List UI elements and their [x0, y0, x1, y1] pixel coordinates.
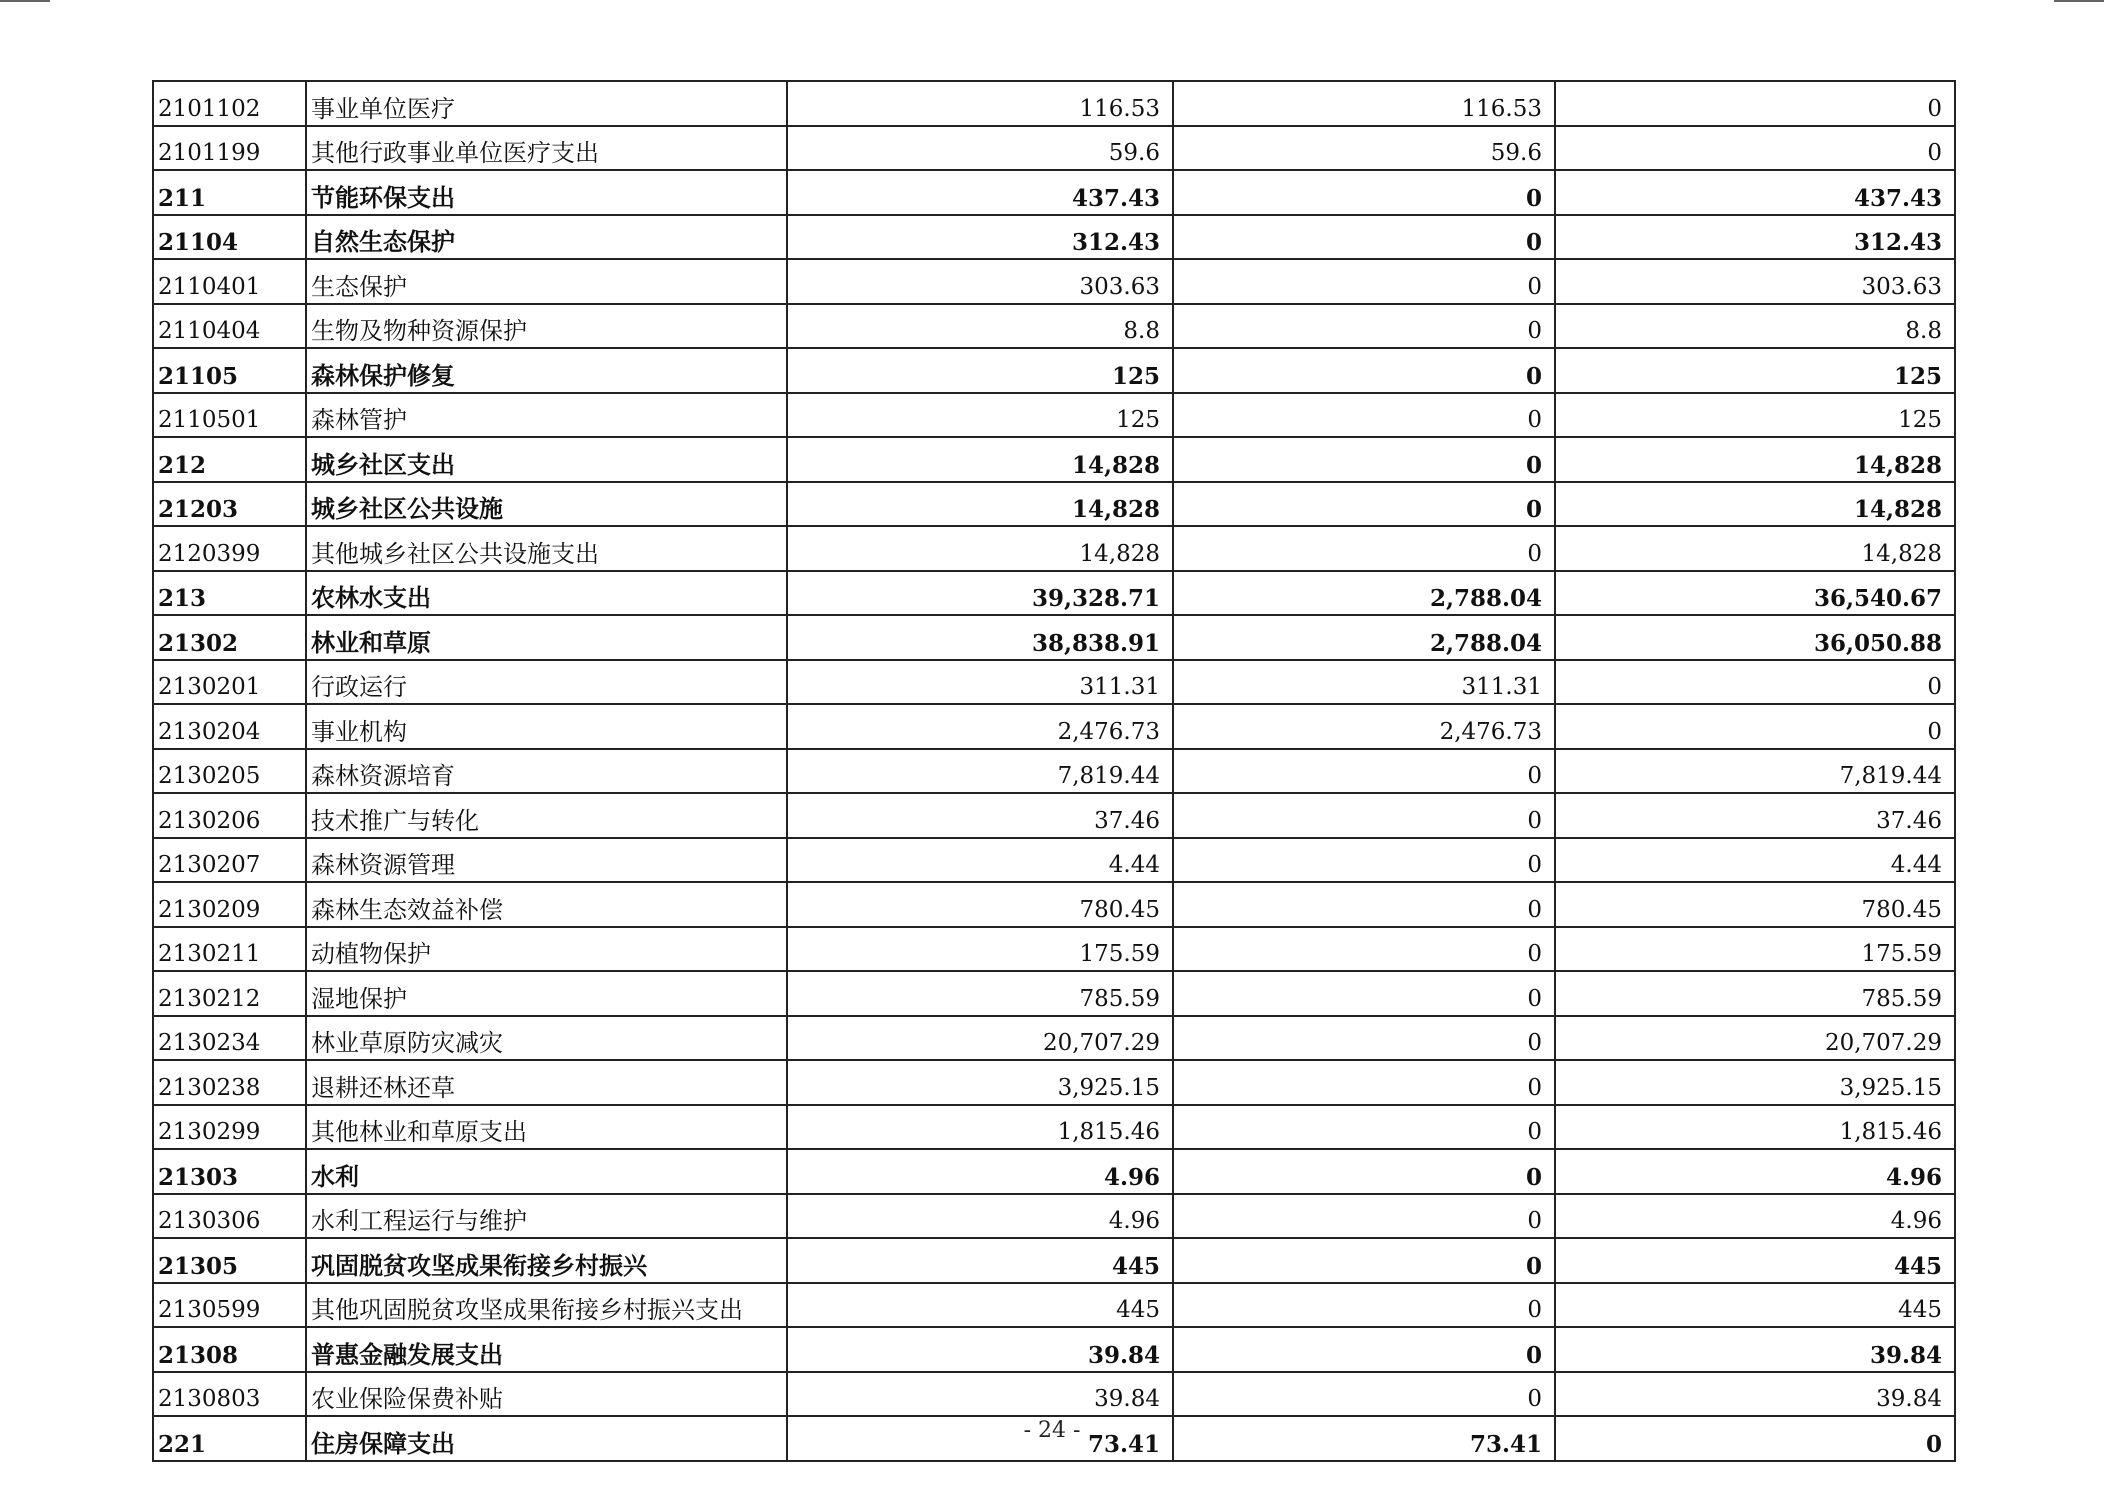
table-row — [153, 1194, 1955, 1239]
table-row — [153, 1372, 1955, 1417]
row-code-cell: 2101102 — [153, 81, 306, 126]
row-total-cell: 312.43 — [787, 215, 1173, 260]
row-basic-expenditure-cell: 0 — [1173, 1372, 1555, 1417]
table-row — [153, 793, 1955, 838]
table-row — [153, 482, 1955, 527]
row-total-cell: 39.84 — [787, 1327, 1173, 1372]
row-total-cell: 3,925.15 — [787, 1060, 1173, 1105]
row-total-cell: 14,828 — [787, 482, 1173, 527]
row-basic-expenditure-cell: 0 — [1173, 1016, 1555, 1061]
row-code-cell: 21203 — [153, 482, 306, 527]
row-project-expenditure-cell: 36,540.67 — [1555, 571, 1955, 616]
row-total-cell: 303.63 — [787, 259, 1173, 304]
row-basic-expenditure-cell: 73.41 — [1173, 1416, 1555, 1461]
row-basic-expenditure-cell: 0 — [1173, 348, 1555, 393]
budget-expenditure-table — [152, 80, 1956, 1462]
row-total-cell: 2,476.73 — [787, 704, 1173, 749]
row-project-expenditure-cell: 3,925.15 — [1555, 1060, 1955, 1105]
row-code-cell: 2110404 — [153, 304, 306, 349]
table-row — [153, 571, 1955, 616]
scan-edge-mark-right — [2054, 0, 2104, 2]
row-code-cell: 2110501 — [153, 393, 306, 438]
row-code-cell: 2110401 — [153, 259, 306, 304]
row-name-cell: 节能环保支出 — [306, 170, 787, 215]
row-project-expenditure-cell: 4.96 — [1555, 1194, 1955, 1239]
row-name-cell: 其他巩固脱贫攻坚成果衔接乡村振兴支出 — [306, 1283, 787, 1328]
row-name-cell: 城乡社区公共设施 — [306, 482, 787, 527]
row-project-expenditure-cell: 7,819.44 — [1555, 749, 1955, 794]
row-basic-expenditure-cell: 0 — [1173, 304, 1555, 349]
row-total-cell: 445 — [787, 1238, 1173, 1283]
row-project-expenditure-cell: 780.45 — [1555, 882, 1955, 927]
row-project-expenditure-cell: 20,707.29 — [1555, 1016, 1955, 1061]
row-total-cell: 125 — [787, 393, 1173, 438]
row-name-cell: 农业保险保费补贴 — [306, 1372, 787, 1417]
row-basic-expenditure-cell: 0 — [1173, 1105, 1555, 1150]
table-row — [153, 348, 1955, 393]
row-basic-expenditure-cell: 0 — [1173, 1238, 1555, 1283]
row-basic-expenditure-cell: 0 — [1173, 482, 1555, 527]
row-total-cell: 20,707.29 — [787, 1016, 1173, 1061]
page-number: - 24 - — [1023, 1418, 1081, 1443]
row-project-expenditure-cell: 14,828 — [1555, 526, 1955, 571]
row-project-expenditure-cell: 312.43 — [1555, 215, 1955, 260]
row-name-cell: 水利工程运行与维护 — [306, 1194, 787, 1239]
row-name-cell: 林业和草原 — [306, 615, 787, 660]
row-total-cell: 7,819.44 — [787, 749, 1173, 794]
row-total-cell: 8.8 — [787, 304, 1173, 349]
row-code-cell: 2130599 — [153, 1283, 306, 1328]
row-code-cell: 213 — [153, 571, 306, 616]
row-total-cell: 38,838.91 — [787, 615, 1173, 660]
row-total-cell: 59.6 — [787, 126, 1173, 171]
row-total-cell: 4.96 — [787, 1149, 1173, 1194]
row-project-expenditure-cell: 4.96 — [1555, 1149, 1955, 1194]
row-basic-expenditure-cell: 0 — [1173, 259, 1555, 304]
row-total-cell: 116.53 — [787, 81, 1173, 126]
table-row — [153, 393, 1955, 438]
table-row — [153, 615, 1955, 660]
row-code-cell: 2130207 — [153, 838, 306, 883]
row-code-cell: 2130204 — [153, 704, 306, 749]
row-project-expenditure-cell: 303.63 — [1555, 259, 1955, 304]
table-row — [153, 749, 1955, 794]
row-total-cell: 125 — [787, 348, 1173, 393]
row-total-cell: 39.84 — [787, 1372, 1173, 1417]
row-name-cell: 湿地保护 — [306, 971, 787, 1016]
row-project-expenditure-cell: 0 — [1555, 704, 1955, 749]
table-row — [153, 1283, 1955, 1328]
table-row — [153, 882, 1955, 927]
row-total-cell: 175.59 — [787, 927, 1173, 972]
row-project-expenditure-cell: 14,828 — [1555, 482, 1955, 527]
row-code-cell: 221 — [153, 1416, 306, 1461]
table-row — [153, 971, 1955, 1016]
row-code-cell: 21104 — [153, 215, 306, 260]
table-row — [153, 215, 1955, 260]
row-total-cell: 4.96 — [787, 1194, 1173, 1239]
row-project-expenditure-cell: 39.84 — [1555, 1327, 1955, 1372]
row-total-cell: 39,328.71 — [787, 571, 1173, 616]
table-body — [153, 81, 1955, 1461]
row-project-expenditure-cell: 125 — [1555, 393, 1955, 438]
row-basic-expenditure-cell: 0 — [1173, 749, 1555, 794]
row-code-cell: 21305 — [153, 1238, 306, 1283]
table-row — [153, 1327, 1955, 1372]
row-project-expenditure-cell: 437.43 — [1555, 170, 1955, 215]
row-name-cell: 森林管护 — [306, 393, 787, 438]
row-project-expenditure-cell: 4.44 — [1555, 838, 1955, 883]
row-basic-expenditure-cell: 311.31 — [1173, 660, 1555, 705]
row-project-expenditure-cell: 445 — [1555, 1238, 1955, 1283]
row-code-cell: 21308 — [153, 1327, 306, 1372]
row-project-expenditure-cell: 0 — [1555, 660, 1955, 705]
row-project-expenditure-cell: 14,828 — [1555, 437, 1955, 482]
table-row — [153, 126, 1955, 171]
row-basic-expenditure-cell: 0 — [1173, 437, 1555, 482]
row-name-cell: 行政运行 — [306, 660, 787, 705]
table-row — [153, 660, 1955, 705]
row-basic-expenditure-cell: 0 — [1173, 1149, 1555, 1194]
row-basic-expenditure-cell: 0 — [1173, 215, 1555, 260]
row-name-cell: 事业机构 — [306, 704, 787, 749]
table-row — [153, 927, 1955, 972]
row-basic-expenditure-cell: 2,788.04 — [1173, 571, 1555, 616]
row-name-cell: 事业单位医疗 — [306, 81, 787, 126]
row-code-cell: 2130206 — [153, 793, 306, 838]
row-total-cell: 37.46 — [787, 793, 1173, 838]
row-code-cell: 2120399 — [153, 526, 306, 571]
row-project-expenditure-cell: 36,050.88 — [1555, 615, 1955, 660]
row-code-cell: 21302 — [153, 615, 306, 660]
row-basic-expenditure-cell: 0 — [1173, 927, 1555, 972]
row-basic-expenditure-cell: 2,476.73 — [1173, 704, 1555, 749]
row-total-cell: 4.44 — [787, 838, 1173, 883]
row-code-cell: 2130212 — [153, 971, 306, 1016]
row-code-cell: 211 — [153, 170, 306, 215]
row-code-cell: 212 — [153, 437, 306, 482]
row-name-cell: 其他林业和草原支出 — [306, 1105, 787, 1150]
row-name-cell: 动植物保护 — [306, 927, 787, 972]
row-code-cell: 2130306 — [153, 1194, 306, 1239]
row-name-cell: 森林资源管理 — [306, 838, 787, 883]
row-basic-expenditure-cell: 0 — [1173, 1194, 1555, 1239]
row-basic-expenditure-cell: 0 — [1173, 1283, 1555, 1328]
row-project-expenditure-cell: 175.59 — [1555, 927, 1955, 972]
row-basic-expenditure-cell: 0 — [1173, 393, 1555, 438]
row-name-cell: 城乡社区支出 — [306, 437, 787, 482]
row-basic-expenditure-cell: 116.53 — [1173, 81, 1555, 126]
row-name-cell: 技术推广与转化 — [306, 793, 787, 838]
row-basic-expenditure-cell: 0 — [1173, 170, 1555, 215]
row-project-expenditure-cell: 445 — [1555, 1283, 1955, 1328]
row-code-cell: 2101199 — [153, 126, 306, 171]
row-project-expenditure-cell: 8.8 — [1555, 304, 1955, 349]
row-name-cell: 农林水支出 — [306, 571, 787, 616]
row-basic-expenditure-cell: 0 — [1173, 971, 1555, 1016]
row-name-cell: 住房保障支出 — [306, 1416, 787, 1461]
row-basic-expenditure-cell: 59.6 — [1173, 126, 1555, 171]
row-project-expenditure-cell: 1,815.46 — [1555, 1105, 1955, 1150]
row-name-cell: 森林资源培育 — [306, 749, 787, 794]
row-name-cell: 森林保护修复 — [306, 348, 787, 393]
table-row — [153, 259, 1955, 304]
row-name-cell: 其他行政事业单位医疗支出 — [306, 126, 787, 171]
row-name-cell: 林业草原防灾减灾 — [306, 1016, 787, 1061]
row-code-cell: 2130238 — [153, 1060, 306, 1105]
table-row — [153, 1149, 1955, 1194]
row-total-cell: 311.31 — [787, 660, 1173, 705]
row-basic-expenditure-cell: 0 — [1173, 1060, 1555, 1105]
row-name-cell: 巩固脱贫攻坚成果衔接乡村振兴 — [306, 1238, 787, 1283]
row-name-cell: 水利 — [306, 1149, 787, 1194]
table-row — [153, 1105, 1955, 1150]
row-name-cell: 森林生态效益补偿 — [306, 882, 787, 927]
row-code-cell: 2130211 — [153, 927, 306, 972]
row-code-cell: 2130299 — [153, 1105, 306, 1150]
row-code-cell: 2130201 — [153, 660, 306, 705]
row-basic-expenditure-cell: 2,788.04 — [1173, 615, 1555, 660]
row-total-cell: 445 — [787, 1283, 1173, 1328]
row-project-expenditure-cell: 37.46 — [1555, 793, 1955, 838]
table-row — [153, 81, 1955, 126]
table-row — [153, 170, 1955, 215]
table-row — [153, 1060, 1955, 1105]
table-row — [153, 304, 1955, 349]
row-code-cell: 2130209 — [153, 882, 306, 927]
row-project-expenditure-cell: 0 — [1555, 126, 1955, 171]
row-code-cell: 21105 — [153, 348, 306, 393]
row-basic-expenditure-cell: 0 — [1173, 526, 1555, 571]
row-name-cell: 普惠金融发展支出 — [306, 1327, 787, 1372]
row-project-expenditure-cell: 125 — [1555, 348, 1955, 393]
row-total-cell: 437.43 — [787, 170, 1173, 215]
table-row — [153, 1238, 1955, 1283]
table-row — [153, 526, 1955, 571]
row-name-cell: 其他城乡社区公共设施支出 — [306, 526, 787, 571]
scan-edge-mark-left — [0, 0, 50, 2]
row-total-cell: 785.59 — [787, 971, 1173, 1016]
row-name-cell: 生物及物种资源保护 — [306, 304, 787, 349]
table-row — [153, 704, 1955, 749]
table-row — [153, 437, 1955, 482]
budget-table-sheet — [152, 80, 1954, 1462]
row-name-cell: 生态保护 — [306, 259, 787, 304]
row-project-expenditure-cell: 39.84 — [1555, 1372, 1955, 1417]
row-code-cell: 2130803 — [153, 1372, 306, 1417]
row-code-cell: 21303 — [153, 1149, 306, 1194]
table-row — [153, 838, 1955, 883]
row-project-expenditure-cell: 0 — [1555, 1416, 1955, 1461]
row-total-cell: 1,815.46 — [787, 1105, 1173, 1150]
row-basic-expenditure-cell: 0 — [1173, 793, 1555, 838]
row-name-cell: 自然生态保护 — [306, 215, 787, 260]
row-total-cell: 73.41 — [787, 1416, 1173, 1461]
row-code-cell: 2130234 — [153, 1016, 306, 1061]
row-total-cell: 780.45 — [787, 882, 1173, 927]
table-row — [153, 1016, 1955, 1061]
row-total-cell: 14,828 — [787, 526, 1173, 571]
row-code-cell: 2130205 — [153, 749, 306, 794]
row-basic-expenditure-cell: 0 — [1173, 882, 1555, 927]
row-name-cell: 退耕还林还草 — [306, 1060, 787, 1105]
row-project-expenditure-cell: 0 — [1555, 81, 1955, 126]
row-basic-expenditure-cell: 0 — [1173, 838, 1555, 883]
row-basic-expenditure-cell: 0 — [1173, 1327, 1555, 1372]
row-total-cell: 14,828 — [787, 437, 1173, 482]
row-project-expenditure-cell: 785.59 — [1555, 971, 1955, 1016]
